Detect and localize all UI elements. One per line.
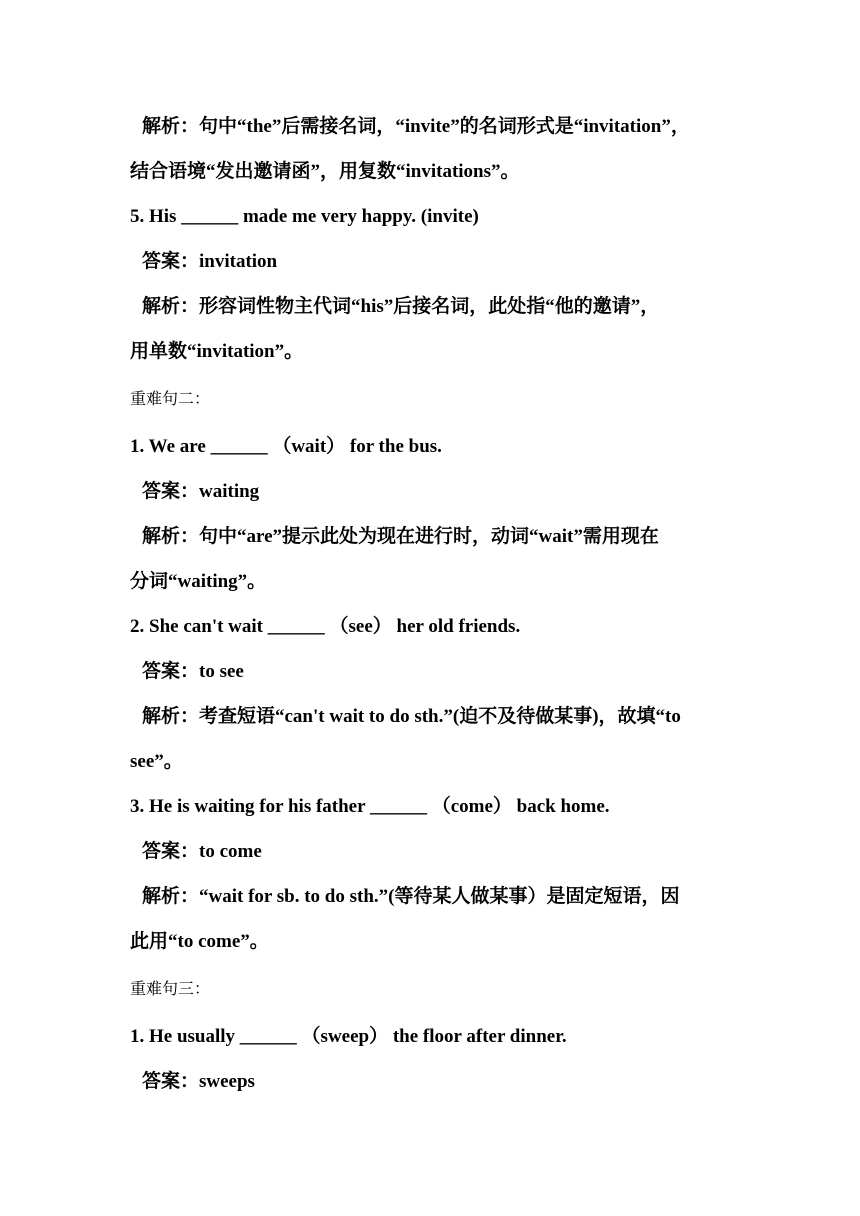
answer-line: 答案：to see xyxy=(142,661,244,682)
section-heading: 重难句二： xyxy=(130,391,211,408)
analysis-line: see”。 xyxy=(130,751,183,772)
question-1: 1. We are ______ （wait） for the bus. xyxy=(130,436,442,457)
answer-line: 答案：sweeps xyxy=(142,1071,255,1092)
analysis-line: 解析：句中“the”后需接名词，“invite”的名词形式是“invitation”， xyxy=(142,116,690,137)
question-1: 1. He usually ______ （sweep） the floor after dinner. xyxy=(130,1026,567,1047)
question-5: 5. His ______ made me very happy. (invite) xyxy=(130,206,479,227)
answer-line: 答案：to come xyxy=(142,841,262,862)
analysis-line: 解析：“wait for sb. to do sth.”(等待某人做某事）是固定短语，因 xyxy=(142,886,680,907)
question-3: 3. He is waiting for his father ______ （come） back home. xyxy=(130,796,610,817)
answer-line: 答案：invitation xyxy=(142,251,278,272)
section-heading: 重难句三： xyxy=(130,981,211,998)
analysis-line: 分词“waiting”。 xyxy=(130,571,267,592)
analysis-line: 此用“to come”。 xyxy=(130,931,269,952)
analysis-line: 解析：句中“are”提示此处为现在进行时，动词“wait”需用现在 xyxy=(142,526,659,547)
analysis-line: 解析：考查短语“can't wait to do sth.”(迫不及待做某事)，故填“to xyxy=(142,706,681,727)
answer-line: 答案：waiting xyxy=(142,481,260,502)
analysis-line: 用单数“invitation”。 xyxy=(130,341,304,362)
question-2: 2. She can't wait ______ （see） her old friends. xyxy=(130,616,521,637)
analysis-line: 解析：形容词性物主代词“his”后接名词，此处指“他的邀请”， xyxy=(142,296,660,317)
analysis-line: 结合语境“发出邀请函”，用复数“invitations”。 xyxy=(130,161,520,182)
